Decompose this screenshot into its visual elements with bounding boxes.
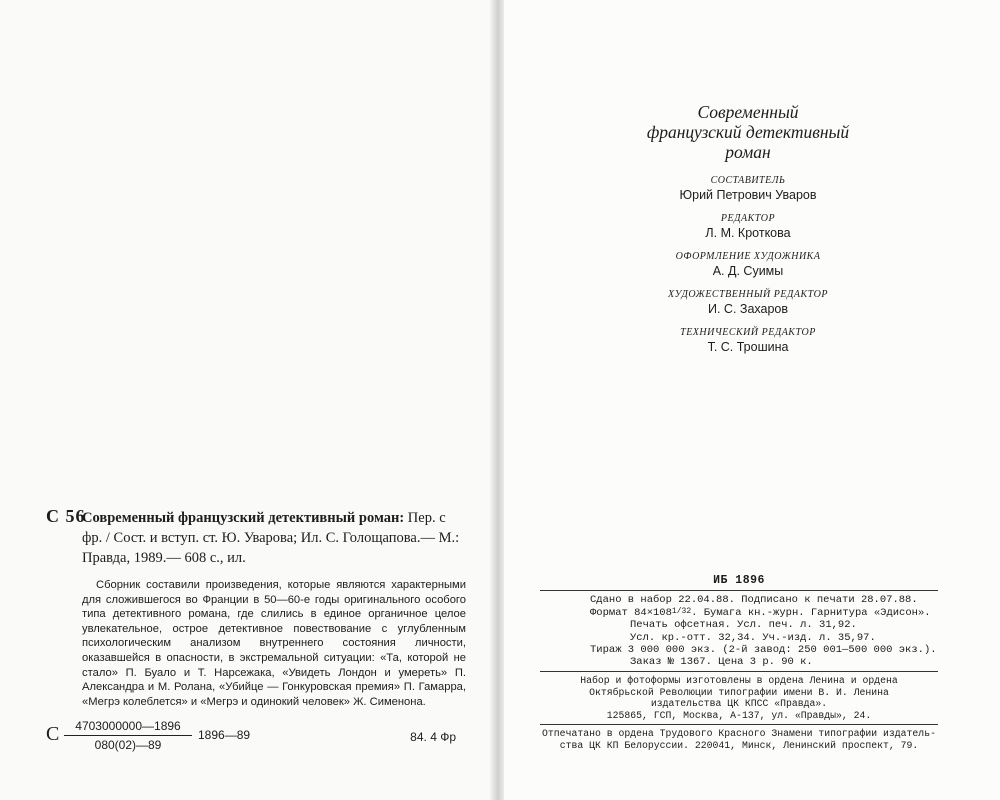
credit-role: ОФОРМЛЕНИЕ ХУДОЖНИКА (675, 251, 821, 262)
catalog-fraction (64, 719, 192, 752)
bibliographic-record (46, 508, 466, 753)
typesetting-line: издательства ЦК КПСС «Правда». (650, 698, 828, 710)
spec-line: Тираж 3 000 000 экз. (2-й завод: 250 001—500 000 экз.). (590, 643, 937, 656)
imprint (540, 574, 938, 751)
spec-line: Печать офсетная. Усл. печ. л. 31,92. (630, 619, 857, 632)
book-spine (490, 0, 504, 800)
credit-editor (598, 212, 898, 241)
spec-line-format (590, 606, 938, 619)
catalog-index (46, 719, 466, 753)
typesetting-line: Октябрьской Революции типографии имени В. И. Ленина (589, 686, 889, 698)
book-title (598, 102, 898, 162)
annotation: Сборник составили произведения, которые являются характерными для сложившегося во Франции в 50—60-е годы оригинального особого типа детективного романа, где слились в единое органичное целое увлекательное, острое детективное повествование с углубленным психологическим анализом внутреннего состояния личности, оказавшейся в опасности, в экстремальной ситуации: «Та, которой не стало» П. Буало и Т. Нарсежака, «Увидеть Лондон и умереть» П. Александра и М. Ролана, «Убийце — Гонкуровская премия» П. Гамарра, «Мегрэ колеблется» и «Мегрэ и одинокий человек» Ж. Сименона. (82, 579, 466, 708)
spec-format-pre: Формат 84×108 (590, 607, 672, 620)
printing-note (540, 728, 938, 751)
spec-line: Усл. кр.-отт. 32,34. Уч.-изд. л. 35,97. (630, 631, 876, 644)
book-title-line: французский детективный (646, 122, 850, 142)
typesetting-note (540, 675, 938, 721)
credit-designer (598, 250, 898, 279)
catalog-denominator: 080(02)—89 (94, 738, 162, 753)
bib-details: Пер. с фр. / Сост. и вступ. ст. Ю. Уварова; Ил. С. Голощапова.— М.: Правда, 1989.— 608 с., ил. (82, 510, 460, 566)
bib-title: Современный французский детективный роман: (82, 510, 405, 526)
bib-code: С 56 (46, 506, 86, 526)
credit-tech-editor (598, 326, 898, 355)
divider (540, 671, 938, 672)
ib-number: ИБ 1896 (540, 574, 938, 591)
spec-line: Сдано в набор 22.04.88. Подписано к печати 28.07.88. (590, 594, 918, 606)
typesetting-line: 125865, ГСП, Москва, А-137, ул. «Правды», 24. (606, 709, 872, 721)
credit-name: А. Д. Суимы (712, 264, 784, 278)
divider (540, 724, 938, 725)
credit-name: Л. М. Кроткова (705, 226, 791, 240)
book-title-line: Современный (697, 102, 799, 122)
credit-name: Юрий Петрович Уваров (679, 188, 817, 202)
credits-list (598, 174, 898, 364)
book-title-line: роман (725, 142, 771, 162)
spec-format-post: . Бумага кн.-журн. Гарнитура «Эдисон». (691, 607, 931, 620)
catalog-letter: С (46, 723, 60, 746)
credit-role: ТЕХНИЧЕСКИЙ РЕДАКТОР (680, 327, 816, 338)
printing-line: ства ЦК КП Белоруссии. 220041, Минск, Ленинский проспект, 79. (559, 739, 919, 751)
credit-role: СОСТАВИТЕЛЬ (710, 175, 786, 186)
print-specs (540, 594, 938, 668)
catalog-numerator: 4703000000—1896 (64, 719, 192, 736)
typesetting-line: Набор и фотоформы изготовлены в ордена Ленина и ордена (580, 675, 898, 687)
credit-art-editor (598, 288, 898, 317)
catalog-middle: 1896—89 (198, 728, 251, 743)
spec-line: Заказ № 1367. Цена 3 р. 90 к. (630, 656, 813, 669)
credit-compiler (598, 174, 898, 203)
credit-name: И. С. Захаров (707, 302, 788, 316)
catalog-udc: 84. 4 Фр (410, 730, 456, 745)
credit-name: Т. С. Трошина (707, 340, 789, 354)
credit-role: ХУДОЖЕСТВЕННЫЙ РЕДАКТОР (668, 289, 828, 300)
spec-format-sub: 1/32 (671, 607, 692, 617)
credit-role: РЕДАКТОР (720, 213, 776, 224)
bib-heading (82, 508, 466, 568)
printing-line: Отпечатано в ордена Трудового Красного Знамени типографии издатель- (542, 728, 936, 740)
